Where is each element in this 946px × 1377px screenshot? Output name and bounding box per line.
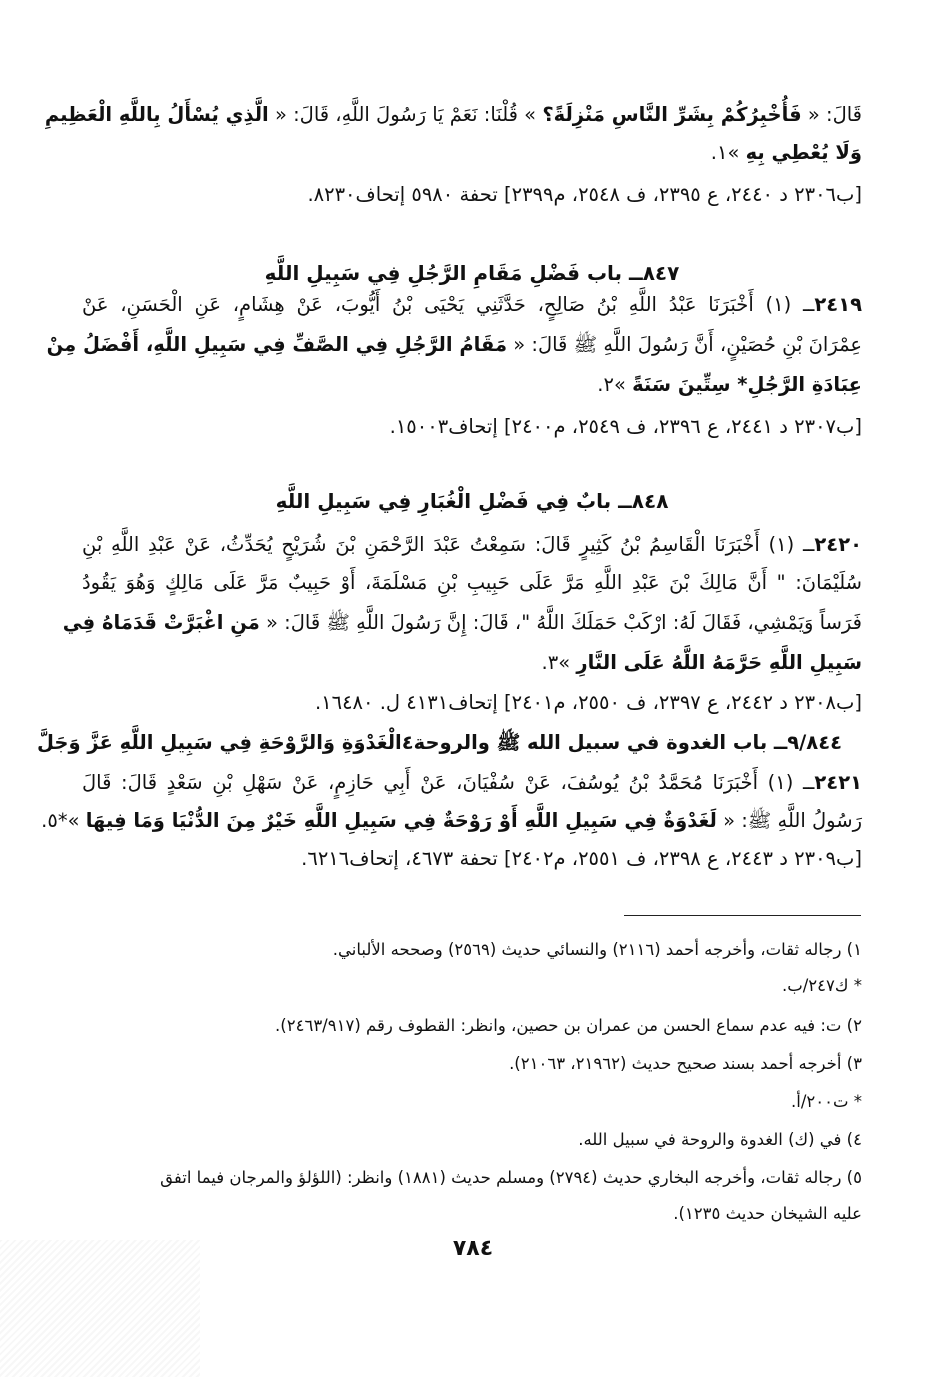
scan-noise [0, 1240, 200, 1377]
footnote: * ك٢٤٧/ب. [781, 976, 862, 995]
footnote-separator [624, 915, 861, 916]
hadith-line: عِبَادَةِ الرَّجُلِ* سِتِّينَ سَنَةً »٢. [597, 373, 862, 396]
hadith-line: سُلَيْمَانَ: " أَنَّ مَالِكَ بْنَ عَبْدِ اللَّهِ مَرَّ عَلَى حَبِيبِ بْنِ مَسْلَمَةَ، أَوْ حَبِيبٌ مَرَّ عَلَى مَالِكٍ وَهُوَ يَقُودُ [82, 571, 862, 594]
hadith-line: قَالَ: « فَأُخْبِرُكُمْ بِشَرِّ النَّاسِ مَنْزِلَةً؟ » قُلْنَا: نَعَمْ يَا رَسُولَ اللَّهِ، قَالَ: « الَّذِي يُسْأَلُ بِاللَّهِ الْعَظِيمِ [44, 103, 862, 126]
hadith-line: ٢٤٢١ــ (١) أَخْبَرَنَا مُحَمَّدُ بْنُ يُوسُفَ، عَنْ سُفْيَانَ، عَنْ أَبِي حَازِمٍ، عَنْ سَهْلِ بْنِ سَعْدٍ قَالَ: قَالَ [82, 771, 862, 794]
takhrij-reference: [ب٢٣٠٦ د ٢٤٤٠، ع ٢٣٩٥، ف ٢٥٤٨، م٢٣٩٩] تحفة ٥٩٨٠ إتحاف٨٢٣٠. [307, 183, 862, 206]
hadith-line: ٢٤١٩ــ (١) أَخْبَرَنَا عَبْدُ اللَّهِ بْنُ صَالِحٍ، حَدَّثَنِي يَحْيَى بْنُ أَيُّوبَ، عَنْ هِشَامٍ، عَنِ الْحَسَنِ، عَنْ [82, 293, 862, 316]
footnote: ٤) في (ك) الغدوة والروحة في سبيل الله. [578, 1130, 862, 1149]
footnote: * ت٢٠٠/أ. [790, 1092, 862, 1111]
hadith-line: وَلَا يُعْطِي بِهِ »١. [710, 141, 862, 164]
takhrij-reference: [ب٢٣٠٧ د ٢٤٤١، ع ٢٣٩٦، ف ٢٥٤٩، م٢٤٠٠] إتحاف١٥٠٠٣. [389, 415, 862, 438]
takhrij-reference: [ب٢٣٠٨ د ٢٤٤٢، ع ٢٣٩٧، ف ٢٥٥٠، م٢٤٠١] إتحاف٤١٣١ ل. ١٦٤٨٠. [314, 691, 862, 714]
footnote: ٢) ت: فيه عدم سماع الحسن من عمران بن حصين، وانظر: القطوف رقم (٢٤٦٣/٩١٧). [275, 1016, 862, 1035]
page-number: ٧٨٤ [452, 1236, 494, 1261]
footnote: عليه الشيخان حديث ١٢٣٥). [673, 1204, 862, 1223]
hadith-line: سَبِيلِ اللَّهِ حَرَّمَهُ اللَّهُ عَلَى النَّارِ »٣. [541, 651, 862, 674]
hadith-line: عِمْرَانَ بْنِ حُصَيْنٍ، أَنَّ رَسُولَ اللَّهِ ﷺ قَالَ: « مَقَامُ الرَّجُلِ فِي الصَّفِّ فِي سَبِيلِ اللَّهِ، أَفْضَلُ مِنْ [46, 333, 862, 356]
hadith-line: ٢٤٢٠ــ (١) أَخْبَرَنَا الْقَاسِمُ بْنُ كَثِيرٍ قَالَ: سَمِعْتُ عَبْدَ الرَّحْمَنِ بْنَ شُرَيْحٍ يُحَدِّثُ، عَنْ عَبْدِ اللَّهِ بْنِ [82, 533, 862, 556]
chapter-heading: ٩/٨٤٤ــ باب الغدوة في سبيل الله ﷺ والروحة٤الْغَدْوَةِ وَالرَّوْحَةِ فِي سَبِيلِ اللَّهِ عَزَّ وَجَلَّ [37, 731, 842, 754]
chapter-heading: ٨٤٨ــ بابٌ فِي فَضْلِ الْغُبَارِ فِي سَبِيلِ اللَّهِ [275, 489, 669, 513]
takhrij-reference: [ب٢٣٠٩ د ٢٤٤٣، ع ٢٣٩٨، ف ٢٥٥١، م٢٤٠٢] تحفة ٤٦٧٣، إتحاف٦٢١٦. [301, 847, 862, 870]
footnote: ٣) أخرجه أحمد بسند صحيح حديث (٢١٩٦٢، ٢١٠٦٣). [509, 1054, 862, 1073]
chapter-heading: ٨٤٧ــ باب فَضْلِ مَقَامِ الرَّجُلِ فِي سَبِيلِ اللَّهِ [264, 261, 680, 285]
hadith-line: فَرَساً وَيَمْشِي، فَقَالَ لَهُ: ارْكَبْ حَمَلَكَ اللَّهُ "، قَالَ: إِنَّ رَسُولَ اللَّهِ ﷺ قَالَ: « مَنِ اغْبَرَّتْ قَدَمَاهُ فِي [62, 611, 862, 634]
hadith-line: رَسُولُ اللَّهِ ﷺ: « لَغَدْوَةٌ فِي سَبِيلِ اللَّهِ أَوْ رَوْحَةٌ فِي سَبِيلِ اللَّهِ خَيْرٌ مِنَ الدُّنْيَا وَمَا فِيهَا »*٥. [41, 809, 862, 832]
footnote: ١) رجاله ثقات، وأخرجه أحمد (٢١١٦) والنسائي حديث (٢٥٦٩) وصححه الألباني. [332, 940, 862, 959]
footnote: ٥) رجاله ثقات، وأخرجه البخاري حديث (٢٧٩٤) ومسلم حديث (١٨٨١) وانظر: (اللؤلؤ والمرجان فيما اتفق [160, 1168, 862, 1187]
